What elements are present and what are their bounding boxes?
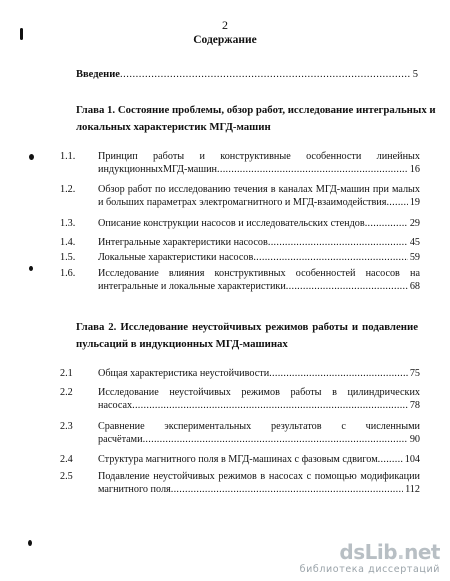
toc-entry-number: 2.3 — [60, 421, 73, 432]
dot-leader — [143, 434, 408, 447]
dot-leader — [217, 164, 408, 177]
toc-entry-line1: Обзор работ по исследованию течения в каналах МГД-машин при малых — [98, 184, 420, 195]
toc-entry-line2: Интегральные характеристики насосов — [98, 237, 268, 248]
toc-entry-number: 2.5 — [60, 471, 73, 482]
toc-entry-line1: Исследование влияния конструктивных особенностей насосов на — [98, 268, 420, 279]
page-number: 2 — [222, 18, 228, 32]
chapter-1-heading-line1: Глава 1. Состояние проблемы, обзор работ, исследование интегральных и — [76, 104, 436, 116]
watermark — [300, 541, 440, 575]
chapter-2-heading — [76, 319, 418, 353]
dot-leader — [268, 237, 408, 250]
scan-mark — [28, 540, 32, 546]
toc-entry-page: 90 — [409, 433, 420, 445]
toc-intro[interactable] — [76, 68, 418, 81]
toc-entry-line2: магнитного поля — [98, 483, 171, 495]
chapter-1-heading-line2: локальных характеристик МГД-машин — [76, 121, 271, 133]
toc-entry-number: 1.1. — [60, 151, 76, 162]
dot-leader — [286, 281, 408, 294]
toc-entry-page: 78 — [409, 399, 420, 411]
toc-entry-number: 1.2. — [60, 184, 76, 195]
toc-entry-page: 45 — [409, 237, 420, 248]
toc-entry-line2: Общая характеристика неустойчивости — [98, 368, 270, 379]
page-title: Содержание — [193, 34, 257, 46]
watermark-subtitle: библиотека диссертаций — [299, 564, 440, 575]
toc-entry-line2: расчётами — [98, 433, 143, 445]
scan-mark — [29, 154, 34, 160]
dot-leader — [132, 400, 408, 413]
toc-entry-line1: Сравнение экспериментальных результатов с численными — [98, 421, 420, 432]
toc-entry-page: 19 — [409, 196, 420, 208]
toc-intro-label: Введение — [76, 69, 120, 80]
toc-entry-line1: Принцип работы и конструктивные особенности линейных — [98, 151, 420, 162]
watermark-logo: dsLib.net — [339, 540, 440, 564]
toc-entry-number: 1.5. — [60, 252, 76, 263]
toc-intro-page: 5 — [412, 69, 418, 80]
toc-entry-page: 16 — [409, 163, 420, 175]
scan-mark — [29, 266, 33, 271]
toc-entry-number: 1.4. — [60, 237, 76, 248]
toc-entry-number: 2.2 — [60, 387, 73, 398]
toc-entry-number: 1.3. — [60, 218, 76, 229]
toc-entry-number: 2.4 — [60, 454, 73, 465]
toc-entry-number: 1.6. — [60, 268, 76, 279]
toc-entry-number: 2.1 — [60, 368, 73, 379]
toc-entry-line2: и больших параметрах электромагнитного и МГД-взаимодействия — [98, 196, 387, 208]
toc-entry-line2: интегральные и локальные характеристики — [98, 280, 286, 292]
dot-leader — [386, 197, 407, 210]
dot-leader — [171, 484, 403, 497]
toc-entry-line1: Исследование неустойчивых режимов работы в цилиндрических — [98, 387, 420, 398]
dot-leader — [120, 68, 411, 81]
toc-entry-line2: Структура магнитного поля в МГД-машинах с фазовым сдвигом — [98, 454, 378, 465]
toc-entry-page: 59 — [409, 252, 420, 263]
dot-leader — [365, 218, 408, 231]
toc-entry-page: 104 — [404, 454, 420, 465]
toc-entry-line1: Подавление неустойчивых режимов в насосах с помощью модификации — [98, 471, 420, 482]
dot-leader — [269, 368, 408, 381]
dot-leader — [253, 252, 407, 265]
scan-mark — [20, 28, 23, 40]
toc-entry-line2: насосах — [98, 399, 133, 411]
toc-entry-page: 68 — [409, 280, 420, 292]
toc-entry-line2: Локальные характеристики насосов — [98, 252, 254, 263]
toc-entry-line2: индукционныхМГД-машин — [98, 163, 218, 175]
chapter-2-heading-line2: пульсаций в индукционных МГД-машинах — [76, 338, 288, 350]
chapter-1-heading — [76, 102, 436, 136]
toc-entry-page: 112 — [405, 483, 420, 495]
toc-entry-page: 75 — [409, 368, 420, 379]
toc-entry-page: 29 — [409, 218, 420, 229]
chapter-2-heading-line1: Глава 2. Исследование неустойчивых режимов работы и подавление — [76, 321, 418, 333]
dot-leader — [378, 454, 403, 467]
toc-entry-line2: Описание конструкции насосов и исследовательских стендов — [98, 218, 365, 229]
